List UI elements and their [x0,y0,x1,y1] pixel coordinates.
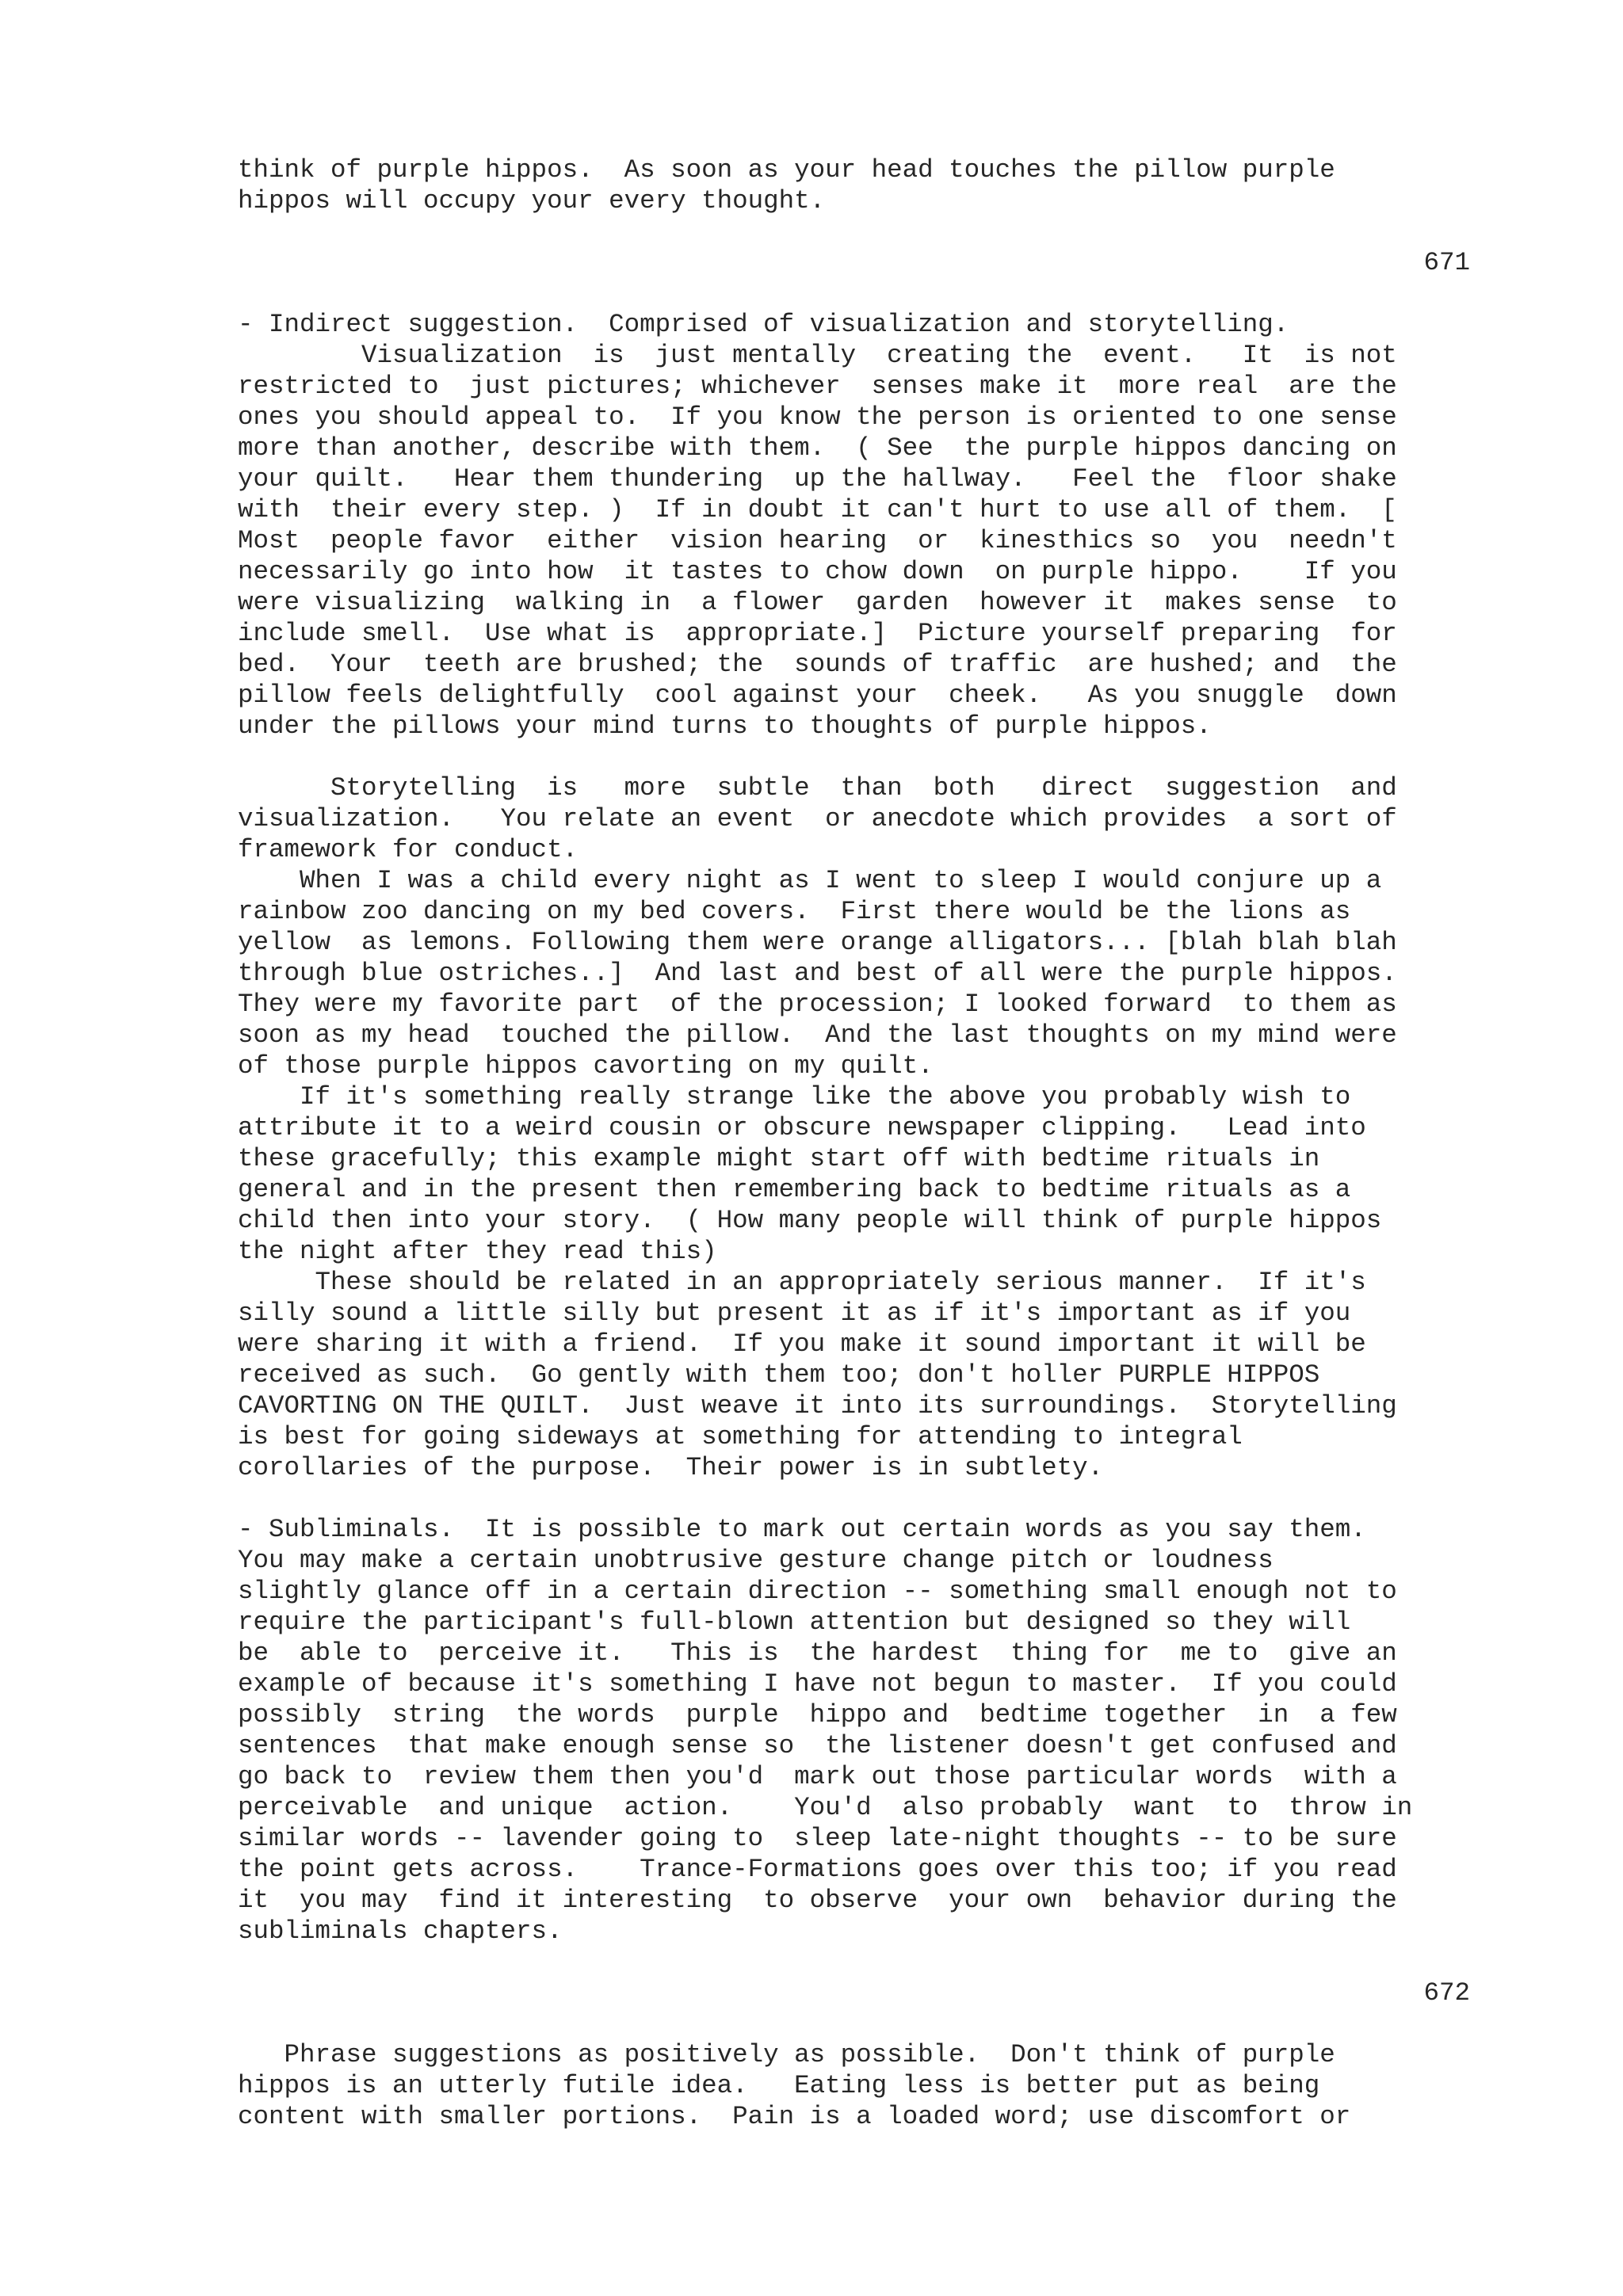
blank-line [238,1947,1474,1978]
text-line: be able to perceive it. This is the hardest thing for me to give an [238,1638,1397,1668]
text-line: hippos is an utterly futile idea. Eating less is better put as being [238,2071,1320,2100]
text-line: If it's something really strange like the above you probably wish to [238,1082,1351,1112]
text-line: similar words -- lavender going to sleep late-night thoughts -- to be sure [238,1824,1397,1853]
text-line: go back to review them then you'd mark out those particular words with a [238,1762,1397,1791]
text-line: through blue ostriches..] And last and best of all were the purple hippos. [238,959,1397,988]
text-line: pillow feels delightfully cool against your cheek. As you snuggle down [238,681,1397,710]
blank-line [238,1483,1474,1514]
blank-line [238,2008,1474,2039]
text-line: silly sound a little silly but present it as if it's important as if you [238,1299,1351,1328]
text-line: these gracefully; this example might start off with bedtime rituals in [238,1144,1320,1173]
text-line: is best for going sideways at something for attending to integral [238,1422,1243,1451]
text-line: When I was a child every night as I went to sleep I would conjure up a [238,866,1382,895]
text-line: They were my favorite part of the procession; I looked forward to them as [238,990,1397,1019]
paragraph [238,772,1474,1483]
text-line: the point gets across. Trance-Formations goes over this too; if you read [238,1855,1397,1884]
text-line: framework for conduct. [238,835,579,864]
text-line: general and in the present then remembering back to bedtime rituals as a [238,1175,1351,1204]
text-line: possibly string the words purple hippo and bedtime together in a few [238,1700,1397,1730]
text-line: the night after they read this) [238,1237,717,1266]
text-line: slightly glance off in a certain direction -- something small enough not to [238,1577,1397,1606]
text-line: restricted to just pictures; whichever senses make it more real are the [238,372,1397,401]
text-line: with their every step. ) If in doubt it can't hurt to use all of them. [ [238,495,1397,524]
text-line: example of because it's something I have not begun to master. If you could [238,1669,1397,1699]
text-line: - Subliminals. It is possible to mark out certain words as you say them. [238,1515,1366,1544]
text-line: think of purple hippos. As soon as your head touches the pillow purple [238,155,1335,185]
text-line: Visualization is just mentally creating the event. It is not [238,341,1397,370]
text-line: corollaries of the purpose. Their power is in subtlety. [238,1453,1104,1482]
text-line: were sharing it with a friend. If you make it sound important it will be [238,1329,1366,1359]
page-number: 672 [1423,1978,1470,2008]
blank-line [238,216,1474,247]
paragraph [238,309,1474,742]
text-line: These should be related in an appropriately serious manner. If it's [238,1268,1366,1297]
text-line: Storytelling is more subtle than both direct suggestion and [238,773,1397,803]
text-line: more than another, describe with them. ( See the purple hippos dancing on [238,433,1397,463]
text-line: You may make a certain unobtrusive gesture change pitch or loudness [238,1546,1274,1575]
paragraph [238,2039,1474,2132]
text-line: attribute it to a weird cousin or obscure newspaper clipping. Lead into [238,1113,1366,1142]
text-line: your quilt. Hear them thundering up the hallway. Feel the floor shake [238,464,1397,494]
text-line: necessarily go into how it tastes to chow down on purple hippo. If you [238,557,1397,586]
text-line: child then into your story. ( How many people will think of purple hippos [238,1206,1382,1235]
text-line: it you may find it interesting to observe your own behavior during the [238,1886,1397,1915]
text-line: perceivable and unique action. You'd also probably want to throw in [238,1793,1413,1822]
text-line: - Indirect suggestion. Comprised of visualization and storytelling. [238,310,1289,339]
text-line: CAVORTING ON THE QUILT. Just weave it into its surroundings. Storytelling [238,1391,1397,1421]
text-line: soon as my head touched the pillow. And the last thoughts on my mind were [238,1020,1397,1050]
text-line: rainbow zoo dancing on my bed covers. First there would be the lions as [238,897,1351,926]
page-number: 671 [1423,248,1470,277]
text-line: ones you should appeal to. If you know the person is oriented to one sense [238,402,1397,432]
text-line: visualization. You relate an event or anecdote which provides a sort of [238,804,1397,833]
document-page [238,154,1474,2132]
blank-line [238,278,1474,309]
text-line: bed. Your teeth are brushed; the sounds of traffic are hushed; and the [238,650,1397,679]
text-line: subliminals chapters. [238,1917,563,1946]
paragraph [238,1514,1474,1947]
text-line: include smell. Use what is appropriate.] Picture yourself preparing for [238,619,1397,648]
text-line: were visualizing walking in a flower garden however it makes sense to [238,588,1397,617]
text-line: Phrase suggestions as positively as possible. Don't think of purple [238,2040,1335,2069]
text-line: hippos will occupy your every thought. [238,186,826,215]
text-line: Most people favor either vision hearing or kinesthics so you needn't [238,526,1397,555]
text-line: yellow as lemons. Following them were orange alligators... [blah blah blah [238,928,1397,957]
paragraph [238,154,1474,216]
text-line: of those purple hippos cavorting on my quilt. [238,1051,934,1081]
text-line: require the participant's full-blown attention but designed so they will [238,1608,1351,1637]
text-line: sentences that make enough sense so the listener doesn't get confused and [238,1731,1397,1760]
blank-line [238,742,1474,772]
text-line: content with smaller portions. Pain is a loaded word; use discomfort or [238,2102,1351,2131]
text-line: received as such. Go gently with them too; don't holler PURPLE HIPPOS [238,1360,1320,1390]
text-line: under the pillows your mind turns to thoughts of purple hippos. [238,711,1212,741]
